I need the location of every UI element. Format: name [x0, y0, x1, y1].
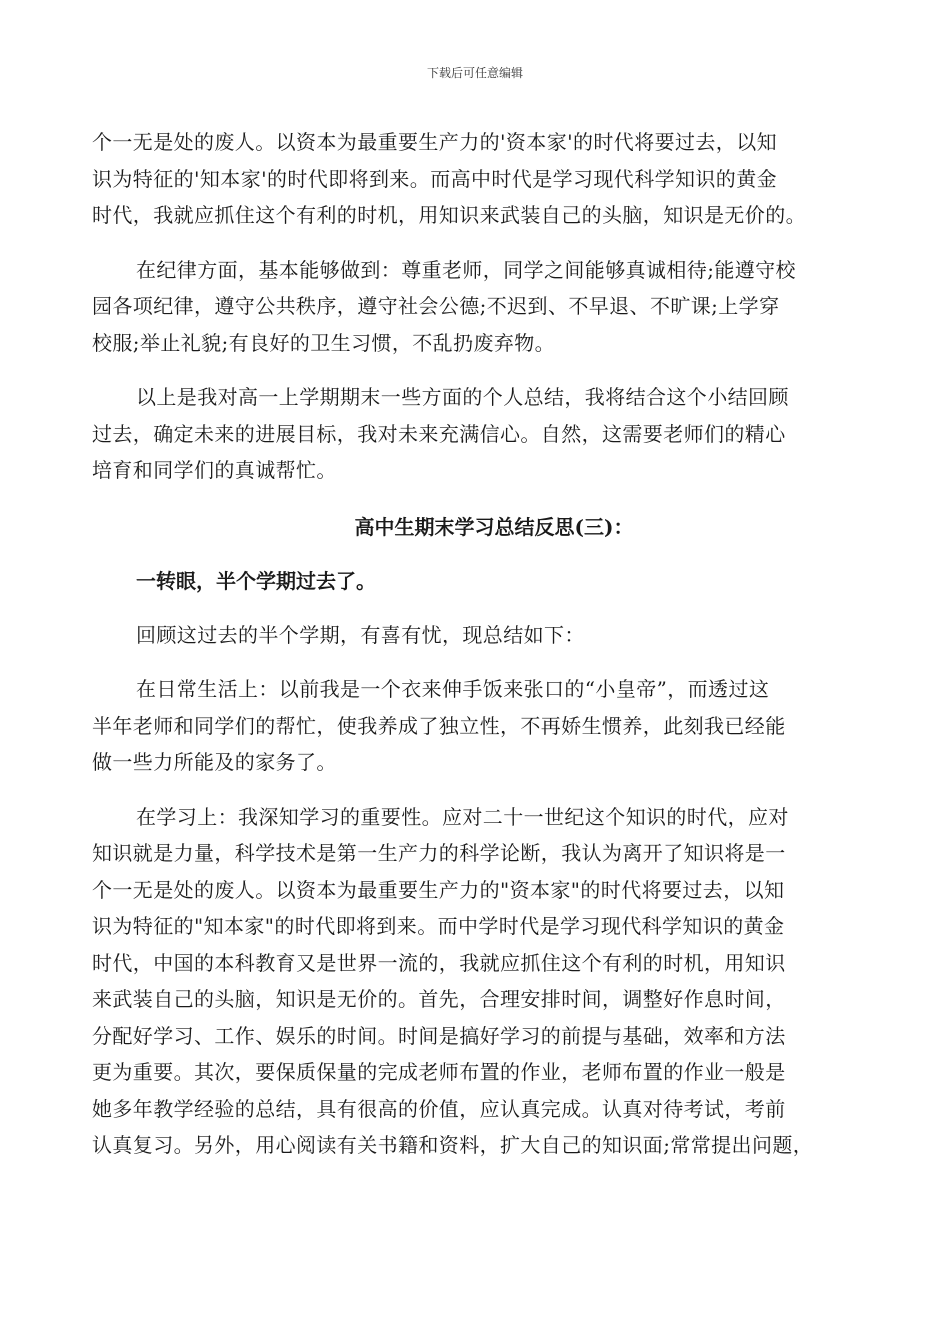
text-line: 识为特征的"知本家"的时代即将到来。而中学时代是学习现代科学知识的黄金 [92, 914, 785, 938]
text-line: 她多年教学经验的总结，具有很高的价值，应认真完成。认真对待考试，考前 [92, 1096, 786, 1121]
text-line: 回顾这过去的半个学期，有喜有忧，现总结如下： [136, 622, 585, 647]
page-header: 下载后可任意编辑 [426, 66, 523, 80]
text-line: 半年老师和同学们的帮忙，使我养成了独立性，不再娇生惯养，此刻我已经能 [92, 713, 786, 738]
text-line: 分配好学习、工作、娱乐的时间。时间是搞好学习的前提与基础，效率和方法 [92, 1023, 786, 1048]
text-line: 培育和同学们的真诚帮忙。 [92, 458, 337, 482]
text-line: 知识就是力量，科学技术是第一生产力的科学论断，我认为离开了知识将是一 [92, 841, 786, 865]
text-line: 在纪律方面，基本能够做到：尊重老师，同学之间能够真诚相待;能遵守校 [136, 257, 796, 282]
paragraph-4 [92, 617, 860, 654]
paragraph-6 [92, 799, 860, 1164]
paragraph-5 [92, 671, 860, 781]
text-line: 做一些力所能及的家务了。 [92, 750, 337, 774]
text-line: 更为重要。其次，要保质保量的完成老师布置的作业，老师布置的作业一般是 [92, 1060, 786, 1084]
paragraph-1 [92, 124, 860, 234]
text-line: 识为特征的'知本家'的时代即将到来。而高中时代是学习现代科学知识的黄金 [92, 166, 777, 191]
text-line: 时代，中国的本科教育又是世界一流的，我就应抓住这个有利的时机，用知识 [92, 950, 786, 975]
text-line: 以上是我对高一上学期期末一些方面的个人总结，我将结合这个小结回顾 [136, 385, 789, 409]
text-line: 在学习上：我深知学习的重要性。应对二十一世纪这个知识的时代，应对 [136, 804, 789, 829]
text-line: 个一无是处的废人。以资本为最重要生产力的"资本家"的时代将要过去，以知 [92, 877, 785, 902]
document-body [92, 124, 860, 1164]
text-line: 来武装自己的头脑，知识是无价的。首先，合理安排时间，调整好作息时间， [92, 987, 786, 1011]
paragraph-2 [92, 252, 860, 362]
text-line: 园各项纪律，遵守公共秩序，遵守社会公德;不迟到、不早退、不旷课;上学穿 [92, 294, 780, 318]
text-line: 在日常生活上：以前我是一个衣来伸手饭来张口的“小皇帝”，而透过这 [136, 677, 770, 701]
text-line: 校服;举止礼貌;有良好的卫生习惯，不乱扔废弃物。 [92, 330, 556, 355]
text-line: 过去，确定未来的进展目标，我对未来充满信心。自然，这需要老师们的精心 [92, 421, 786, 446]
text-line: 时代，我就应抓住这个有利的时机，用知识来武装自己的头脑，知识是无价的。 [92, 203, 806, 227]
text-line: 认真复习。另外，用心阅读有关书籍和资料，扩大自己的知识面;常常提出问题， [92, 1133, 814, 1157]
section-title: 高中生期末学习总结反思(三)： [354, 514, 634, 539]
section-subtitle: 一转眼，半个学期过去了。 [136, 568, 376, 593]
paragraph-3 [92, 379, 860, 489]
text-line: 个一无是处的废人。以资本为最重要生产力的'资本家'的时代将要过去，以知 [92, 130, 777, 154]
